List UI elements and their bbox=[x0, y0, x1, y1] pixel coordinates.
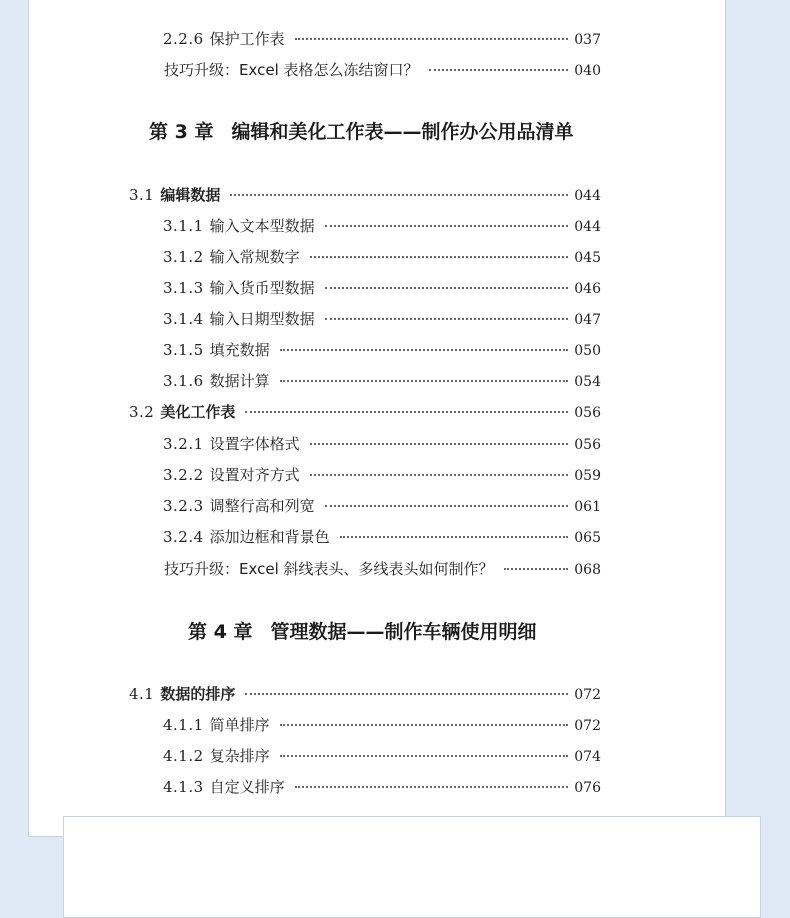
dot-leader bbox=[310, 256, 569, 258]
entry-number: 4.1.1 bbox=[163, 716, 204, 734]
entry-title: 复杂排序 bbox=[209, 747, 270, 765]
toc-section bbox=[129, 403, 601, 421]
chapter-number: 第 4 章 bbox=[188, 621, 253, 643]
entry-number: 3.2.3 bbox=[163, 497, 204, 515]
entry-number: 3.1.6 bbox=[163, 372, 204, 390]
entry-title: 填充数据 bbox=[209, 341, 270, 359]
entry-number: 3.1.5 bbox=[163, 341, 204, 359]
entry-number: 4.1.2 bbox=[163, 747, 204, 765]
entry-number: 3.1.2 bbox=[163, 248, 204, 266]
entry-number: 3.1.3 bbox=[163, 279, 204, 297]
chapter-number: 第 3 章 bbox=[149, 121, 214, 143]
entry-page: 076 bbox=[574, 780, 601, 796]
entry-title: 输入货币型数据 bbox=[209, 279, 315, 297]
entry-title: 技巧升级：Excel 斜线表头、多线表头如何制作？ bbox=[164, 560, 494, 578]
dot-leader bbox=[325, 287, 569, 289]
entry-title: 调整行高和列宽 bbox=[209, 497, 315, 515]
entry-title: 保护工作表 bbox=[209, 30, 285, 48]
entry-number: 4.1.3 bbox=[163, 778, 204, 796]
entry-page: 061 bbox=[574, 499, 601, 515]
dot-leader bbox=[280, 349, 569, 351]
entry-page: 074 bbox=[574, 749, 601, 765]
toc-entry bbox=[163, 466, 601, 484]
dot-leader bbox=[245, 693, 568, 695]
chapter-heading bbox=[188, 620, 536, 644]
entry-title: 数据的排序 bbox=[160, 685, 236, 703]
dot-leader bbox=[280, 724, 569, 726]
entry-title: 设置字体格式 bbox=[209, 435, 300, 453]
toc-entry bbox=[163, 279, 601, 297]
chapter-title: 管理数据——制作车辆使用明细 bbox=[270, 621, 537, 643]
dot-leader bbox=[340, 536, 569, 538]
dot-leader bbox=[245, 411, 568, 413]
toc-entry bbox=[163, 217, 601, 235]
entry-page: 050 bbox=[574, 343, 601, 359]
dot-leader bbox=[325, 505, 569, 507]
entry-number: 3.1.4 bbox=[163, 310, 204, 328]
entry-number: 2.2.6 bbox=[163, 30, 204, 48]
entry-title: 输入文本型数据 bbox=[209, 217, 315, 235]
dot-leader bbox=[280, 755, 569, 757]
entry-page: 068 bbox=[574, 562, 601, 578]
entry-title: 数据计算 bbox=[209, 372, 270, 390]
entry-number: 3.2.1 bbox=[163, 435, 204, 453]
toc-entry bbox=[163, 248, 601, 266]
toc-entry bbox=[163, 372, 601, 390]
dot-leader bbox=[295, 786, 569, 788]
entry-title: 自定义排序 bbox=[209, 778, 285, 796]
dot-leader bbox=[230, 194, 568, 196]
dot-leader bbox=[310, 474, 569, 476]
entry-number: 3.1 bbox=[129, 186, 155, 204]
entry-number: 3.2.4 bbox=[163, 528, 204, 546]
entry-page: 072 bbox=[574, 687, 601, 703]
toc-entry bbox=[163, 497, 601, 515]
entry-page: 044 bbox=[574, 188, 601, 204]
dot-leader bbox=[295, 38, 569, 40]
chapter-heading bbox=[149, 120, 573, 144]
entry-number: 3.1.1 bbox=[163, 217, 204, 235]
entry-page: 046 bbox=[574, 281, 601, 297]
entry-title: 输入常规数字 bbox=[209, 248, 300, 266]
toc-section bbox=[129, 685, 601, 703]
entry-page: 072 bbox=[574, 718, 601, 734]
entry-title: 输入日期型数据 bbox=[209, 310, 315, 328]
toc-entry bbox=[163, 778, 601, 796]
dot-leader bbox=[504, 568, 569, 570]
entry-title: 编辑数据 bbox=[160, 186, 221, 204]
dot-leader bbox=[325, 318, 569, 320]
toc-entry bbox=[163, 341, 601, 359]
toc-section bbox=[129, 186, 601, 204]
toc-entry bbox=[163, 747, 601, 765]
entry-page: 054 bbox=[574, 374, 601, 390]
toc-entry bbox=[163, 435, 601, 453]
entry-page: 056 bbox=[574, 437, 601, 453]
entry-page: 065 bbox=[574, 530, 601, 546]
chapter-title: 编辑和美化工作表——制作办公用品清单 bbox=[231, 121, 574, 143]
entry-number: 4.1 bbox=[129, 685, 155, 703]
dot-leader bbox=[429, 69, 569, 71]
next-page-sheet bbox=[63, 816, 761, 918]
dot-leader bbox=[325, 225, 569, 227]
entry-page: 056 bbox=[574, 405, 601, 421]
entry-number: 3.2 bbox=[129, 403, 155, 421]
toc-entry-tip bbox=[164, 560, 601, 578]
entry-title: 美化工作表 bbox=[160, 403, 236, 421]
entry-number: 3.2.2 bbox=[163, 466, 204, 484]
dot-leader bbox=[280, 380, 569, 382]
entry-page: 045 bbox=[574, 250, 601, 266]
entry-page: 037 bbox=[574, 32, 601, 48]
entry-page: 044 bbox=[574, 219, 601, 235]
dot-leader bbox=[310, 443, 569, 445]
toc-entry bbox=[163, 528, 601, 546]
toc-entry bbox=[163, 716, 601, 734]
entry-page: 047 bbox=[574, 312, 601, 328]
toc-entry-tip bbox=[164, 61, 601, 79]
toc-entry bbox=[163, 310, 601, 328]
entry-page: 040 bbox=[574, 63, 601, 79]
entry-title: 简单排序 bbox=[209, 716, 270, 734]
entry-title: 设置对齐方式 bbox=[209, 466, 300, 484]
entry-title: 添加边框和背景色 bbox=[209, 528, 330, 546]
document-page bbox=[28, 0, 726, 837]
entry-page: 059 bbox=[574, 468, 601, 484]
entry-title: 技巧升级：Excel 表格怎么冻结窗口？ bbox=[164, 61, 419, 79]
toc-entry bbox=[163, 30, 601, 48]
